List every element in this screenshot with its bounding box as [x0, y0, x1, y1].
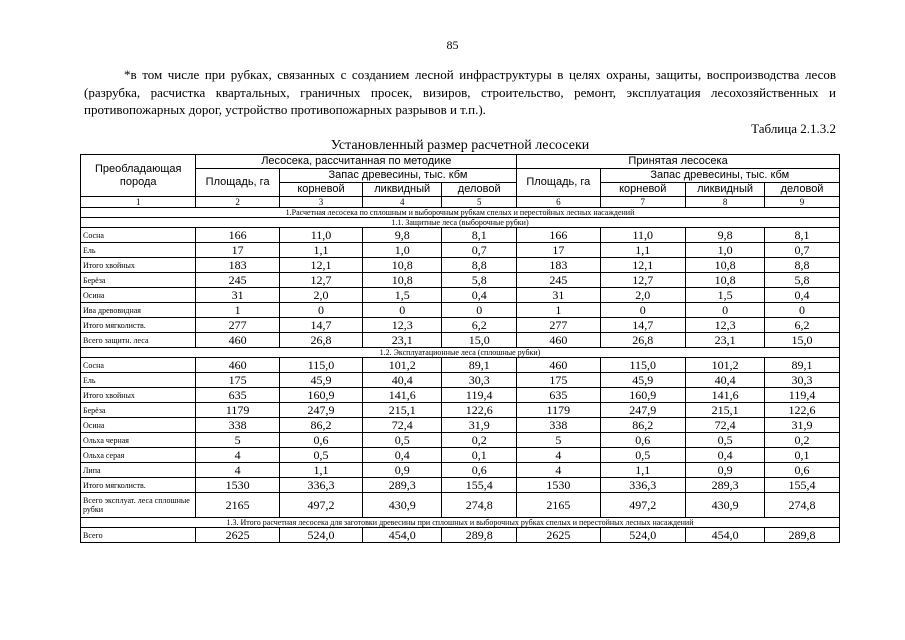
section-row: [81, 218, 840, 228]
table-row: [81, 243, 840, 258]
table-cell: 289,8: [765, 528, 840, 543]
table-cell: 15,0: [442, 333, 517, 348]
table-cell: 11,0: [600, 228, 686, 243]
table-cell: 30,3: [442, 373, 517, 388]
table-cell: 8,8: [765, 258, 840, 273]
table-row: [81, 528, 840, 543]
table-cell: 1,0: [363, 243, 442, 258]
table-cell: 0,6: [442, 463, 517, 478]
table-cell: 0,5: [600, 448, 686, 463]
table-cell: 12,1: [600, 258, 686, 273]
table-cell: 9,8: [363, 228, 442, 243]
table-cell: 0,1: [765, 448, 840, 463]
table-cell: 338: [196, 418, 279, 433]
table-cell: 155,4: [765, 478, 840, 493]
table-cell: 0,9: [363, 463, 442, 478]
section-row: [81, 348, 840, 358]
table-cell: 1179: [196, 403, 279, 418]
header-calc-root: корневой: [279, 183, 362, 197]
table-cell: 0,6: [600, 433, 686, 448]
table-row: [81, 228, 840, 243]
table-cell: 26,8: [279, 333, 362, 348]
table-cell: 45,9: [279, 373, 362, 388]
column-index: 4: [363, 197, 442, 208]
species-name: Ольха черная: [81, 433, 196, 448]
table-cell: 40,4: [363, 373, 442, 388]
table-cell: 460: [517, 333, 600, 348]
header-calc-group: Лесосека, рассчитанная по методике: [196, 155, 517, 169]
table-row: [81, 433, 840, 448]
section-row: [81, 518, 840, 528]
table-cell: 0: [686, 303, 765, 318]
table-cell: 101,2: [363, 358, 442, 373]
table-cell: 89,1: [442, 358, 517, 373]
table-cell: 454,0: [363, 528, 442, 543]
table-cell: 26,8: [600, 333, 686, 348]
table-cell: 14,7: [279, 318, 362, 333]
table-cell: 30,3: [765, 373, 840, 388]
table-cell: 101,2: [686, 358, 765, 373]
table-cell: 0,2: [765, 433, 840, 448]
table-cell: 119,4: [765, 388, 840, 403]
species-name: Всего эксплуат. леса сплошные рубки: [81, 493, 196, 518]
table-cell: 0: [279, 303, 362, 318]
table-cell: 5: [517, 433, 600, 448]
species-name: Осина: [81, 418, 196, 433]
table-cell: 277: [196, 318, 279, 333]
table-cell: 8,1: [765, 228, 840, 243]
table-cell: 89,1: [765, 358, 840, 373]
table-cell: 183: [517, 258, 600, 273]
column-index: 9: [765, 197, 840, 208]
table-cell: 45,9: [600, 373, 686, 388]
species-name: Итого мягколиств.: [81, 318, 196, 333]
table-cell: 289,3: [686, 478, 765, 493]
header-acc-area: Площадь, га: [517, 169, 600, 197]
table-cell: 155,4: [442, 478, 517, 493]
table-cell: 23,1: [686, 333, 765, 348]
species-name: Всего: [81, 528, 196, 543]
table-cell: 245: [196, 273, 279, 288]
table-cell: 274,8: [765, 493, 840, 518]
table-cell: 0,4: [363, 448, 442, 463]
table-cell: 1,1: [600, 463, 686, 478]
table-cell: 215,1: [363, 403, 442, 418]
table-cell: 460: [196, 358, 279, 373]
page-number: 85: [446, 38, 459, 52]
table-cell: 1,5: [686, 288, 765, 303]
section-row: [81, 208, 840, 218]
table-cell: 17: [196, 243, 279, 258]
header-species: Преобладающая порода: [81, 155, 196, 197]
table-cell: 31: [517, 288, 600, 303]
table-row: [81, 403, 840, 418]
table-cell: 0,1: [442, 448, 517, 463]
table-row: [81, 418, 840, 433]
table-cell: 215,1: [686, 403, 765, 418]
table-cell: 0,4: [686, 448, 765, 463]
table-cell: 1,0: [686, 243, 765, 258]
table-cell: 289,8: [442, 528, 517, 543]
table-row: [81, 318, 840, 333]
table-cell: 2625: [517, 528, 600, 543]
table-cell: 12,3: [363, 318, 442, 333]
column-index: 3: [279, 197, 362, 208]
table-cell: 2165: [196, 493, 279, 518]
header-calc-area: Площадь, га: [196, 169, 279, 197]
table-cell: 289,3: [363, 478, 442, 493]
table-cell: 0: [363, 303, 442, 318]
table-row: [81, 373, 840, 388]
table-label: Таблица 2.1.3.2: [751, 121, 836, 136]
section-title: 1.2. Эксплуатационные леса (сплошные рубки): [81, 348, 840, 358]
table-cell: 10,8: [686, 273, 765, 288]
species-name: Ива древовидная: [81, 303, 196, 318]
table-cell: 86,2: [600, 418, 686, 433]
table-cell: 0: [600, 303, 686, 318]
species-name: Осина: [81, 288, 196, 303]
table-cell: 115,0: [279, 358, 362, 373]
column-index: 7: [600, 197, 686, 208]
species-name: Итого мягколиств.: [81, 478, 196, 493]
table-cell: 635: [517, 388, 600, 403]
table-row: [81, 448, 840, 463]
column-index: 8: [686, 197, 765, 208]
species-name: Ольха серая: [81, 448, 196, 463]
species-name: Берёза: [81, 273, 196, 288]
table-cell: 1: [517, 303, 600, 318]
table-cell: 524,0: [279, 528, 362, 543]
table-cell: 0,9: [686, 463, 765, 478]
table-row: [81, 258, 840, 273]
table-cell: 336,3: [279, 478, 362, 493]
table-cell: 0,4: [442, 288, 517, 303]
table-cell: 119,4: [442, 388, 517, 403]
table-cell: 10,8: [363, 273, 442, 288]
table-cell: 1,5: [363, 288, 442, 303]
table-row: [81, 273, 840, 288]
table-cell: 338: [517, 418, 600, 433]
table-cell: 2625: [196, 528, 279, 543]
table-cell: 0: [442, 303, 517, 318]
table-cell: 12,7: [600, 273, 686, 288]
table-cell: 0: [765, 303, 840, 318]
table-cell: 497,2: [600, 493, 686, 518]
table-cell: 0,7: [442, 243, 517, 258]
cutting-area-table: [80, 154, 840, 543]
table-cell: 4: [517, 463, 600, 478]
table-cell: 1,1: [279, 243, 362, 258]
table-cell: 86,2: [279, 418, 362, 433]
table-cell: 247,9: [279, 403, 362, 418]
table-cell: 1: [196, 303, 279, 318]
species-name: Сосна: [81, 228, 196, 243]
species-name: Ель: [81, 243, 196, 258]
table-cell: 9,8: [686, 228, 765, 243]
species-name: Сосна: [81, 358, 196, 373]
table-body: [81, 208, 840, 543]
table-row: [81, 388, 840, 403]
table-cell: 14,7: [600, 318, 686, 333]
table-cell: 175: [196, 373, 279, 388]
section-title: 1.Расчетная лесосека по сплошным и выборочным рубкам спелых и перестойных лесных насаждений: [81, 208, 840, 218]
table-cell: 1179: [517, 403, 600, 418]
table-cell: 8,1: [442, 228, 517, 243]
table-cell: 160,9: [279, 388, 362, 403]
table-cell: 1530: [196, 478, 279, 493]
table-cell: 0,7: [765, 243, 840, 258]
table-cell: 1530: [517, 478, 600, 493]
species-name: Берёза: [81, 403, 196, 418]
table-row: [81, 288, 840, 303]
table-cell: 5: [196, 433, 279, 448]
footnote-text: *в том числе при рубках, связанных с созданием лесной инфраструктуры в целях охраны, защиты, воспроизводства лесов (разрубка, расчистка квартальных, граничных просек, визиров, строительство, ремонт, эксплуатация лесохозяйственных и противопожарных дорог, устройство противопожарных разрывов и т.п.).: [84, 67, 836, 117]
table-cell: 166: [196, 228, 279, 243]
table-cell: 175: [517, 373, 600, 388]
table-cell: 2,0: [279, 288, 362, 303]
table-row: [81, 463, 840, 478]
header-acc-stock: Запас древесины, тыс. кбм: [600, 169, 840, 183]
table-cell: 40,4: [686, 373, 765, 388]
table-cell: 524,0: [600, 528, 686, 543]
table-cell: 160,9: [600, 388, 686, 403]
table-title: Установленный размер расчетной лесосеки: [330, 138, 590, 153]
header-acc-liquid: ликвидный: [686, 183, 765, 197]
table-cell: 1,1: [600, 243, 686, 258]
header-calc-business: деловой: [442, 183, 517, 197]
table-cell: 6,2: [765, 318, 840, 333]
column-index: 2: [196, 197, 279, 208]
table-cell: 8,8: [442, 258, 517, 273]
table-cell: 72,4: [363, 418, 442, 433]
table-row: [81, 333, 840, 348]
table-row: [81, 493, 840, 518]
column-index: 6: [517, 197, 600, 208]
table-cell: 635: [196, 388, 279, 403]
table-cell: 141,6: [686, 388, 765, 403]
table-cell: 4: [196, 448, 279, 463]
table-cell: 0,5: [279, 448, 362, 463]
table-cell: 17: [517, 243, 600, 258]
table-cell: 23,1: [363, 333, 442, 348]
header-acc-root: корневой: [600, 183, 686, 197]
column-index: 1: [81, 197, 196, 208]
table-cell: 0,5: [363, 433, 442, 448]
table-cell: 72,4: [686, 418, 765, 433]
table-cell: 12,7: [279, 273, 362, 288]
table-cell: 10,8: [686, 258, 765, 273]
species-name: Итого хвойных: [81, 388, 196, 403]
species-name: Итого хвойных: [81, 258, 196, 273]
table-cell: 4: [517, 448, 600, 463]
table-cell: 4: [196, 463, 279, 478]
table-cell: 274,8: [442, 493, 517, 518]
table-cell: 31,9: [442, 418, 517, 433]
table-cell: 2,0: [600, 288, 686, 303]
column-index-row: [81, 197, 840, 208]
header-acc-business: деловой: [765, 183, 840, 197]
table-cell: 15,0: [765, 333, 840, 348]
table-cell: 5,8: [442, 273, 517, 288]
header-calc-liquid: ликвидный: [363, 183, 442, 197]
table-cell: 460: [517, 358, 600, 373]
table-cell: 166: [517, 228, 600, 243]
table-cell: 430,9: [686, 493, 765, 518]
table-cell: 497,2: [279, 493, 362, 518]
table-cell: 460: [196, 333, 279, 348]
table-cell: 247,9: [600, 403, 686, 418]
species-name: Всего защитн. леса: [81, 333, 196, 348]
header-calc-stock: Запас древесины, тыс. кбм: [279, 169, 516, 183]
table-cell: 0,5: [686, 433, 765, 448]
table-cell: 31,9: [765, 418, 840, 433]
table-cell: 6,2: [442, 318, 517, 333]
section-title: 1.1. Защитные леса (выборочные рубки): [81, 218, 840, 228]
table-cell: 5,8: [765, 273, 840, 288]
species-name: Ель: [81, 373, 196, 388]
table-cell: 0,6: [765, 463, 840, 478]
table-cell: 115,0: [600, 358, 686, 373]
table-cell: 277: [517, 318, 600, 333]
table-row: [81, 358, 840, 373]
table-cell: 2165: [517, 493, 600, 518]
table-cell: 430,9: [363, 493, 442, 518]
species-name: Липа: [81, 463, 196, 478]
column-index: 5: [442, 197, 517, 208]
table-row: [81, 478, 840, 493]
table-cell: 31: [196, 288, 279, 303]
table-cell: 11,0: [279, 228, 362, 243]
table-cell: 0,6: [279, 433, 362, 448]
table-cell: 183: [196, 258, 279, 273]
table-cell: 12,3: [686, 318, 765, 333]
table-cell: 0,2: [442, 433, 517, 448]
table-cell: 10,8: [363, 258, 442, 273]
section-title: 1.3. Итого расчетная лесосека для заготовки древесины при сплошных и выборочных рубках спелых и перестойных лесных насаждений: [81, 518, 840, 528]
table-cell: 12,1: [279, 258, 362, 273]
table-cell: 245: [517, 273, 600, 288]
table-row: [81, 303, 840, 318]
table-cell: 122,6: [765, 403, 840, 418]
table-cell: 454,0: [686, 528, 765, 543]
table-cell: 0,4: [765, 288, 840, 303]
table-cell: 122,6: [442, 403, 517, 418]
table-cell: 336,3: [600, 478, 686, 493]
header-accepted-group: Принятая лесосека: [517, 155, 840, 169]
table-cell: 1,1: [279, 463, 362, 478]
table-cell: 141,6: [363, 388, 442, 403]
